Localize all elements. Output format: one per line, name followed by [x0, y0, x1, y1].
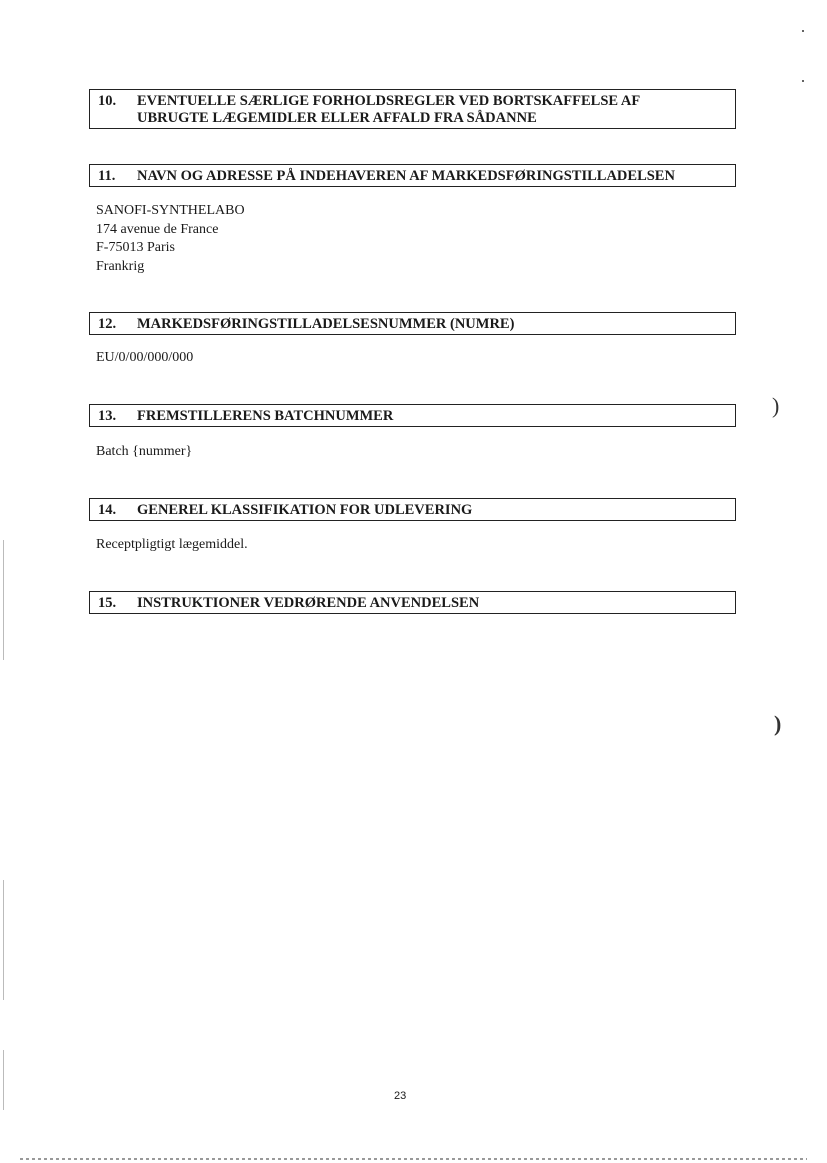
scan-mark-paren: ) [774, 711, 782, 736]
section-title: FREMSTILLERENS BATCHNUMMER [137, 408, 394, 424]
section-number: 12. [98, 316, 117, 332]
scan-bottom-edge [20, 1158, 807, 1160]
authorisation-number [96, 349, 193, 368]
classification [96, 536, 248, 555]
country: Frankrig [96, 258, 145, 274]
section-number: 10. [98, 93, 117, 109]
section-number: 13. [98, 408, 117, 424]
section-10-header [89, 89, 736, 129]
company-name: SANOFI-SYNTHELABO [96, 203, 245, 218]
section-11-header [89, 164, 736, 187]
section-14-header [89, 498, 736, 521]
section-number: 15. [98, 595, 117, 611]
scan-edge-line [3, 540, 4, 660]
scan-dot [802, 80, 804, 82]
postal-city: F-75013 Paris [96, 240, 175, 255]
street-address: 174 avenue de France [96, 221, 219, 237]
section-title: NAVN OG ADRESSE PÅ INDEHAVEREN AF MARKEDSFØRINGSTILLADELSEN [137, 168, 675, 184]
holder-address [96, 202, 245, 276]
section-number: 14. [98, 502, 117, 518]
section-title-line-2: UBRUGTE LÆGEMIDLER ELLER AFFALD FRA SÅDANNE [137, 110, 537, 126]
section-number: 11. [98, 168, 116, 184]
classification-text: Receptpligtigt lægemiddel. [96, 537, 248, 552]
scan-edge-line [3, 1050, 4, 1110]
scan-edge-line [3, 880, 4, 1000]
scan-mark-paren: ) [772, 393, 780, 418]
batch-number [96, 443, 192, 462]
eu-number: EU/0/00/000/000 [96, 350, 194, 365]
section-title-line-1: EVENTUELLE SÆRLIGE FORHOLDSREGLER VED BORTSKAFFELSE AF [137, 93, 641, 109]
section-13-header [89, 404, 736, 427]
scan-dot [802, 30, 804, 32]
section-title: INSTRUKTIONER VEDRØRENDE ANVENDELSEN [137, 595, 480, 611]
section-title: MARKEDSFØRINGSTILLADELSESNUMMER (NUMRE) [137, 316, 515, 332]
page-number: 23 [394, 1090, 407, 1102]
section-15-header [89, 591, 736, 614]
section-12-header [89, 312, 736, 335]
section-title: GENEREL KLASSIFIKATION FOR UDLEVERING [137, 502, 473, 518]
batch-text: Batch {nummer} [96, 444, 193, 459]
